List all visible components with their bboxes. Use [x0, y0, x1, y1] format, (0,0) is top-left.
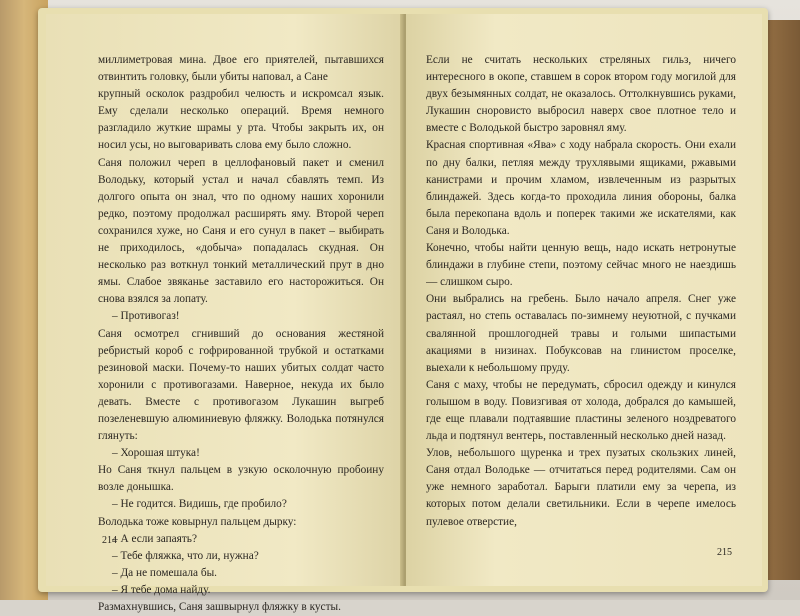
- text-line: – Да не помешала бы.: [112, 566, 217, 579]
- text-line: – Тебе фляжка, что ли, нужна?: [112, 549, 259, 562]
- page-number-left: 214: [102, 535, 117, 546]
- text-line: Если не считать нескольких стреляных гильз, ничего интересного в окопе, ставшем в сорок втором году могилой для двух безымянных солдат, не оказалось. Оттолкнувшись руками, Лукашин сноровисто выбросил наверх свое плотное тело и вместе с Володькой быстро заровнял яму.: [426, 54, 736, 135]
- text-line: – А если запаять?: [112, 532, 197, 545]
- text-line: Саня положил череп в целлофановый пакет и сменил Володьку, который устал и начал сбавлять темп. Из долгого опыта он знал, что по одному наших хоронили редко, поэтому продолжал расширять яму. Второй череп сохранился хуже, но Саня и его сунул в пакет – выбирать не приходилось, «добыча» попадалась скудная. Он несколько раз воткнул тонкий металлический прут в дно ямы. Слабое звяканье заставило его насторожиться. Он снова взялся за лопату.: [98, 156, 384, 306]
- left-page: [46, 14, 402, 613]
- text-line: – Не годится. Видишь, где пробило?: [112, 498, 287, 511]
- text-line: Саня осмотрел сгнивший до основания жестяной ребристый короб с гофрированной трубкой и остатками резиновой маски. Почему-то наших убитых солдат часто хоронили с противогазами. Наверное, некуда их было девать. Вместе с противогазом Лукашин выгреб позеленевшую алюминиевую фляжку. Володька потянулся глянуть:: [98, 327, 384, 443]
- text-line: крупный осколок раздробил челюсть и искромсал язык. Ему сделали несколько операций. Время немного разгладило жуткие шрамы у рта. Чтобы закрыть их, он носил усы, но выговаривать слова ему было сложно.: [98, 88, 384, 152]
- text-line: Но Саня ткнул пальцем в узкую осколочную пробоину возле донышка.: [98, 464, 384, 494]
- text-line: Улов, небольшого щуренка и трех пузатых скользких линей, Саня отдал Володьке — отчитаться перед родителями. Сам он уже немного заработал. Барыги платили ему за черепа, из которых потом делали светильники. Если в черепе имелось пулевое отверстие,: [426, 447, 736, 528]
- text-line: Красная спортивная «Ява» с ходу набрала скорость. Они ехали по дну балки, петляя между трухлявыми ящиками, ржавыми канистрами и прочим хламом, извлеченным из разрытых блиндажей. Здесь когда-то проходила линия обороны, балка была перекопана вдоль и поперек такими же искателями, как Саня и Володька.: [426, 139, 736, 237]
- text-line: Конечно, чтобы найти ценную вещь, надо искать нетронутые блиндажи в глубине степи, поэтому сейчас много не наездишь — слишком сыро.: [426, 242, 736, 289]
- text-line: – Противогаз!: [112, 310, 180, 323]
- text-line: Володька тоже ковырнул пальцем дырку:: [98, 515, 297, 528]
- text-line: Они выбрались на гребень. Было начало апреля. Снег уже растаял, но степь оставалась по-зимнему неуютной, с пучками свалянной прошлогодней травы и голыми шипастыми акациями в низинах. Побуксовав на глинистом проселке, выехали к небольшому пруду.: [426, 293, 736, 374]
- open-book: [38, 8, 768, 613]
- text-line: – Хорошая штука!: [112, 447, 200, 460]
- text-line: Саня с маху, чтобы не передумать, сбросил одежду и кинулся голышом в воду. Повизгивая от холода, добрался до камышей, где еще плавали подтаявшие пластины зеленого ноздреватого льда и подтянул вентерь, поставленный несколько дней назад.: [426, 378, 736, 443]
- text-line: миллиметровая мина. Двое его приятелей, пытавшихся отвинтить головку, были убиты наповал, а Сане: [98, 54, 384, 84]
- text-line: – Я тебе дома найду.: [112, 583, 211, 596]
- page-number-right: 215: [717, 547, 732, 558]
- right-page-text: [426, 52, 736, 531]
- text-line: Размахнувшись, Саня зашвырнул фляжку в кусты.: [98, 601, 341, 613]
- right-page: [406, 14, 762, 586]
- left-page-text: [98, 52, 384, 616]
